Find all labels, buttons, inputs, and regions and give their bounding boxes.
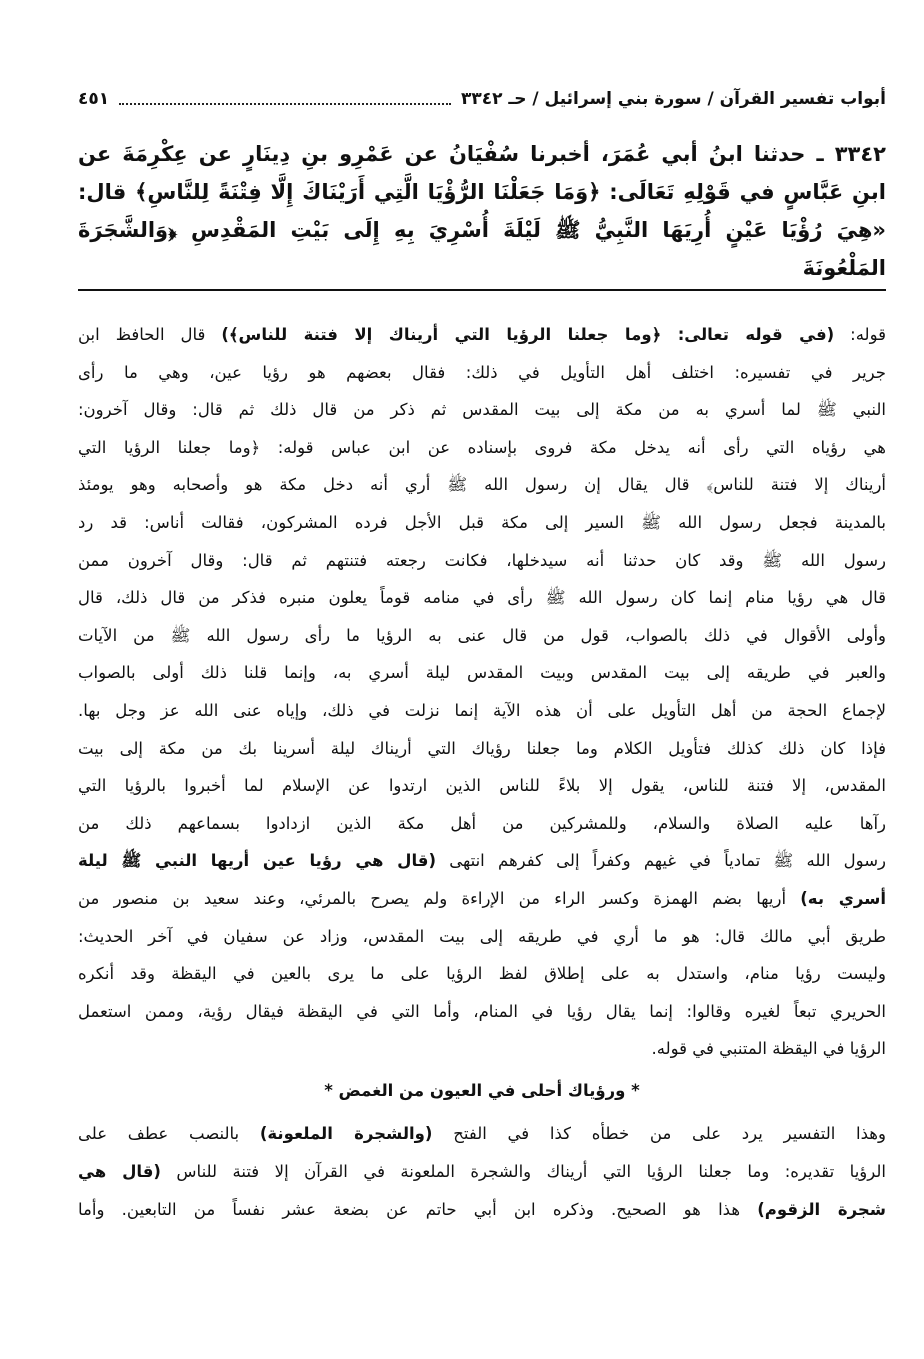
hadith-line: ٣٣٤٢ ـ حدثنا ابنُ أبي عُمَرَ، أخبرنا سُفْيَانُ عن عَمْرِو بنِ دِينَارٍ عن عِكْرِمَةَ عن [78,142,886,166]
footnote-divider [78,289,886,291]
commentary-line [78,1153,886,1191]
text-segment: هذا هو الصحيح. وذكره ابن أبي حاتم عن بضعة عشر نفساً من التابعين. وأما [78,1199,758,1219]
commentary-line [78,542,886,580]
text-segment: النبي ﷺ لما أسري به من مكة إلى بيت المقدس ثم ذكر من قال ذلك ثم قال: وقال آخرون: [78,400,886,420]
bold-quote: أسري به) [800,888,887,908]
commentary-line [78,391,886,429]
bold-quote: (والشجرة الملعونة) [259,1124,433,1144]
commentary-line [78,579,886,617]
commentary-line [78,842,886,880]
bold-quote: شجرة الزقوم) [757,1199,887,1219]
hadith-text [78,135,886,280]
text-segment: قوله: [834,325,886,344]
text-segment: طريق أبي مالك قال: هو ما أري في طريقه إلى بيت المقدس، وزاد عن سفيان في آخر الحديث: [78,926,886,946]
text-segment: والعبر في طريقه إلى بيت المقدس وبيت المقدس ليلة أسري به، وإنما قلنا ذلك أولى بالصواب [78,663,886,683]
header-leader-dots [119,93,451,105]
commentary-line [78,805,886,843]
commentary-line [78,993,886,1031]
header-title: أبواب تفسير القرآن / سورة بني إسرائيل / حـ ٣٣٤٢ [461,89,886,109]
hadith-line: ابنِ عَبَّاسٍ في قَوْلِهِ تَعَالَى: ﴿وَمَا جَعَلْنَا الرُّؤْيَا الَّتِي أَرَيْنَاكَ إِلَّا فِتْنَةً لِلنَّاسِ﴾ قال: [78,180,886,204]
commentary-line [78,692,886,730]
text-segment: لإجماع الحجة من أهل التأويل على أن هذه الآية إنما نزلت في ذلك، وإياه عنى الله عز وجل بها. [78,700,886,720]
commentary-line [78,730,886,768]
text-segment: الرؤيا تقديره: وما جعلنا الرؤيا التي أريناك والشجرة الملعونة في القرآن إلا فتنة للناس [160,1162,886,1182]
text-segment: وهذا التفسير يرد على من خطأه كذا في الفتح [432,1124,886,1144]
commentary-line [78,316,886,354]
text-segment: جرير في تفسيره: اختلف أهل التأويل في ذلك: فقال بعضهم هو رؤيا عين، وهي ما رأى [78,362,886,382]
text-segment: وليست رؤيا منام، واستدل به على إطلاق لفظ الرؤيا على ما يرى بالعين في اليقظة وقد أنكره [78,964,886,984]
poetry-verse: * ورؤياك أحلى في العيون من الغمض * [324,1080,640,1100]
text-segment: بالمدينة فجعل رسول الله ﷺ السير إلى مكة قبل الأجل فرده المشركون، فقالت أناس: قد رد [78,512,886,532]
commentary-line [78,429,886,467]
bold-quote: (في قوله تعالى: ﴿وما جعلنا الرؤيا التي أريناك إلا فتنة للناس﴾) [221,325,835,344]
commentary-line [78,617,886,655]
text-segment: فإذا كان ذلك كذلك فتأويل الكلام وما جعلنا رؤياك التي أريناك ليلة أسرينا بك من مكة إلى بيت [78,738,886,758]
text-segment: بالنصب عطف على [78,1124,260,1144]
commentary-text [78,316,886,1228]
running-header [78,84,886,114]
text-segment: الحريري تبعاً لغيره وقالوا: إنما يقال رؤيا في المنام، وأما التي في اليقظة فيقال رؤية، وممن استعمل [78,1001,886,1021]
text-segment: رسول الله ﷺ وقد كان حدثنا أنه سيدخلها، فكانت رجعته فتنتهم ثم قال: وقال آخرون ممن [78,550,886,570]
text-segment: قال الحافظ ابن [78,325,222,344]
commentary-line [78,880,886,918]
commentary-line [78,767,886,805]
text-segment: أريها بضم الهمزة وكسر الراء من الإراءة ولم يصرح بالمرئي، وعند سعيد بن منصور من [78,888,801,908]
text-segment: المقدس، إلا فتنة للناس، يقول إلا بلاءً للناس الذين ارتدوا عن الإسلام لما أخبروا بالرؤيا التي [78,776,886,796]
text-segment: رسول الله ﷺ تمادياً في غيهم وكفراً إلى كفرهم انتهى [436,851,886,871]
commentary-line [78,504,886,542]
text-segment: هي رؤياه التي رأى أنه يدخل مكة فروى بإسناده عن ابن عباس قوله: ﴿وما جعلنا الرؤيا التي [78,437,886,457]
page-number: ٤٥١ [78,89,110,109]
text-segment: وأولى الأقوال في ذلك بالصواب، قول من قال عنى به الرؤيا ما رأى رسول الله ﷺ من الآيات [78,625,886,645]
commentary-line [78,354,886,392]
hadith-line: «هِيَ رُؤْيَا عَيْنٍ أُرِيَهَا النَّبِيُّ ﷺ لَيْلَةَ أُسْرِيَ بِهِ إِلَى بَيْتِ المَقْدِسِ ﴿وَالشَّجَرَةَ المَلْعُونَةَ [78,218,886,280]
commentary-line [78,1115,886,1153]
text-segment: الرؤيا في اليقظة المتنبي في قوله. [651,1039,886,1059]
text-segment: قال هي رؤيا منام إنما كان رسول الله ﷺ رأى في منامه قوماً يعلون منبره فذكر من قال ذلك، قال [78,588,886,608]
text-segment: أريناك إلا فتنة للناس﴾ قال يقال إن رسول الله ﷺ أري أنه دخل مكة هو وأصحابه وهو يومئذ [78,475,886,495]
commentary-line [78,654,886,692]
commentary-line [78,1191,886,1229]
commentary-line [78,1030,886,1068]
commentary-line [78,955,886,993]
commentary-line [78,918,886,956]
bold-quote: (قال هي [78,1162,161,1182]
text-segment: رآها عليه الصلاة والسلام، وللمشركين من أهل مكة الذين ازدادوا بسماعهم ذلك من [78,813,886,833]
commentary-line [78,466,886,504]
bold-quote: (قال هي رؤيا عين أريها النبي ﷺ ليلة [78,851,437,871]
